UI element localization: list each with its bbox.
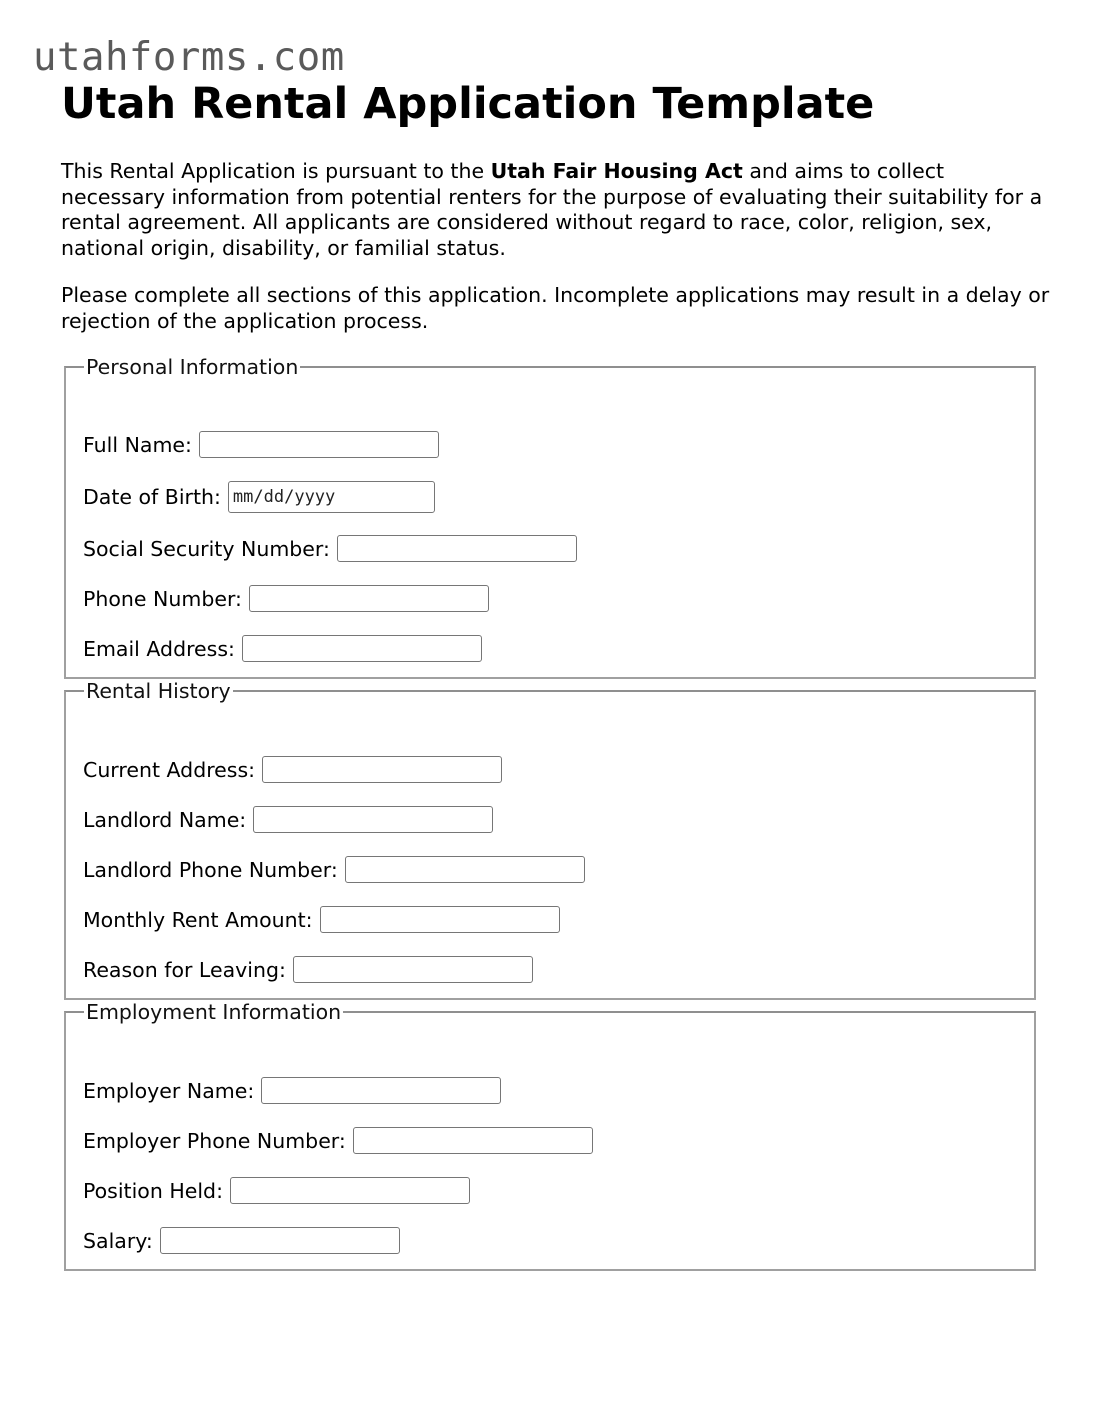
phone-number-label: Phone Number: <box>83 586 242 611</box>
date-of-birth-label: Date of Birth: <box>83 485 221 509</box>
ssn-label: Social Security Number: <box>83 536 330 561</box>
rental-history-section <box>64 680 1036 1000</box>
intro-text-end: and aims to collect necessary information from potential renters for the purpose of evaluating their suitability for a rental agreement. All applicants are considered without regard to race, color, religion, sex, national origin, disability, or familial status. <box>61 159 1043 260</box>
personal-information-legend: Personal Information <box>86 355 299 379</box>
full-name-row <box>83 431 439 458</box>
salary-label: Salary: <box>83 1228 153 1253</box>
reason-for-leaving-row <box>83 956 533 983</box>
intro-paragraph <box>61 159 1051 261</box>
monthly-rent-input[interactable] <box>320 906 560 933</box>
employer-name-row <box>83 1077 501 1104</box>
email-address-row <box>83 635 482 662</box>
employer-phone-input[interactable] <box>353 1127 593 1154</box>
employer-name-input[interactable] <box>261 1077 501 1104</box>
position-held-input[interactable] <box>230 1177 470 1204</box>
email-address-input[interactable] <box>242 635 482 662</box>
reason-for-leaving-input[interactable] <box>293 956 533 983</box>
landlord-name-row <box>83 806 493 833</box>
landlord-phone-label: Landlord Phone Number: <box>83 857 338 882</box>
act-name: Utah Fair Housing Act <box>490 159 743 183</box>
employment-information-section <box>64 1001 1036 1271</box>
personal-information-section <box>64 356 1036 679</box>
salary-input[interactable] <box>160 1227 400 1254</box>
monthly-rent-row <box>83 906 560 933</box>
phone-number-row <box>83 585 489 612</box>
employment-information-legend: Employment Information <box>86 1000 342 1024</box>
position-held-row <box>83 1177 470 1204</box>
intro-text-start: This Rental Application is pursuant to the <box>61 159 491 183</box>
instructions-paragraph: Please complete all sections of this application. Incomplete applications may result in a delay or rejection of the application process. <box>61 283 1050 333</box>
rental-history-legend: Rental History <box>86 679 231 703</box>
employer-phone-row <box>83 1127 593 1154</box>
position-held-label: Position Held: <box>83 1178 223 1203</box>
current-address-label: Current Address: <box>83 757 256 782</box>
ssn-row <box>83 535 577 562</box>
current-address-input[interactable] <box>262 756 502 783</box>
date-of-birth-row <box>83 481 435 513</box>
email-address-label: Email Address: <box>83 636 235 661</box>
reason-for-leaving-label: Reason for Leaving: <box>83 957 286 982</box>
phone-number-input[interactable] <box>249 585 489 612</box>
landlord-name-label: Landlord Name: <box>83 807 247 832</box>
full-name-input[interactable] <box>199 431 439 458</box>
ssn-input[interactable] <box>337 535 577 562</box>
date-of-birth-input[interactable] <box>228 481 435 513</box>
page-title: Utah Rental Application Template <box>61 79 875 129</box>
employer-phone-label: Employer Phone Number: <box>83 1128 346 1153</box>
employer-name-label: Employer Name: <box>83 1078 255 1103</box>
current-address-row <box>83 756 502 783</box>
landlord-name-input[interactable] <box>253 806 493 833</box>
salary-row <box>83 1227 400 1254</box>
landlord-phone-row <box>83 856 585 883</box>
monthly-rent-label: Monthly Rent Amount: <box>83 907 313 932</box>
site-watermark: utahforms.com <box>33 35 345 80</box>
full-name-label: Full Name: <box>83 432 192 457</box>
landlord-phone-input[interactable] <box>345 856 585 883</box>
